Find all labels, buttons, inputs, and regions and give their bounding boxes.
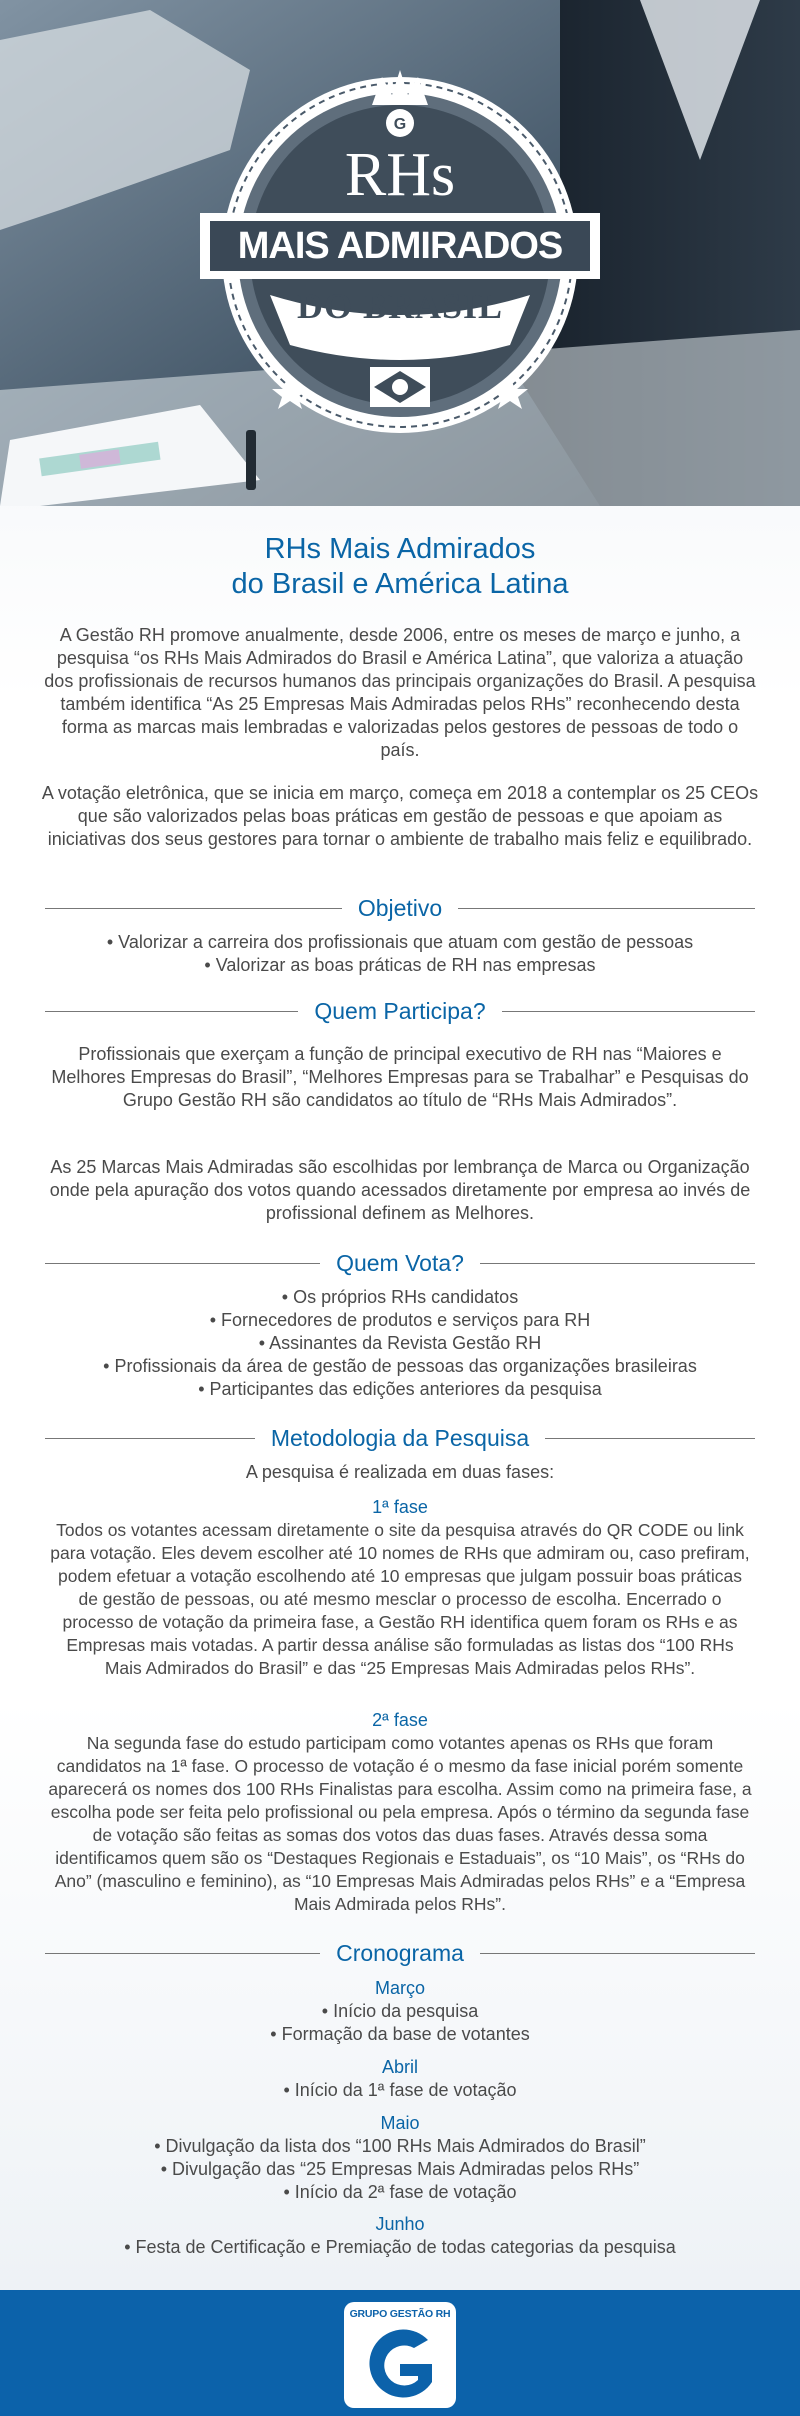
quem-vota-list [40, 1286, 760, 1401]
list-item: • Assinantes da Revista Gestão RH [258, 1333, 542, 1353]
divider-line [45, 1011, 298, 1012]
page-title-line1: RHs Mais Admirados [264, 533, 536, 565]
footer [0, 2290, 800, 2416]
month-list-junho [40, 2236, 760, 2259]
month-title-abril: Abril [381, 2057, 418, 2077]
divider-line [45, 1953, 320, 1954]
divider-line [45, 1263, 320, 1264]
quem-participa-paragraph-2: As 25 Marcas Mais Admiradas são escolhidas por lembrança de Marca ou Organização onde pela apuração dos votos quando acessados diretamente por empresa ao invés de profissional definem as Melhores. [49, 1157, 751, 1223]
list-item: • Início da pesquisa [321, 2001, 479, 2021]
logo-g-icon [344, 2302, 456, 2408]
section-heading-quem-participa [45, 996, 755, 1026]
month-title-marco: Março [374, 1978, 425, 1998]
intro-paragraph-2: A votação eletrônica, que se inicia em março, começa em 2018 a contemplar os 25 CEOs que são valorizados pelas boas práticas em gestão de pessoas e que apoiam as iniciativas dos seus gestores para tornar o ambiente de trabalho mais feliz e equilibrado. [41, 783, 759, 849]
divider-line [45, 1438, 255, 1439]
section-heading-objetivo [45, 893, 755, 923]
divider-line [480, 1263, 755, 1264]
section-title-quem-participa: Quem Participa? [314, 998, 486, 1024]
section-title-objetivo: Objetivo [357, 895, 443, 921]
divider-line [480, 1953, 755, 1954]
badge-title-rhs: RHs [344, 141, 456, 209]
list-item: • Início da 1ª fase de votação [283, 2080, 517, 2100]
section-heading-cronograma [45, 1938, 755, 1968]
metodologia-intro: A pesquisa é realizada em duas fases: [245, 1462, 555, 1482]
fase1-title: 1ª fase [372, 1497, 428, 1517]
fase1-text: Todos os votantes acessam diretamente o site da pesquisa através do QR CODE ou link para votação. Eles devem escolher até 10 nomes de RHs que admiram ou, caso prefiram, podem efetuar a votação escolhendo até 10 empresas que julgam possuir boas práticas de gestão de pessoas, ou até mesmo mesclar o processo de escolha. Encerrado o processo de votação da primeira fase, a Gestão RH identifica quem foram os RHs e as Empresas mais votadas. A partir dessa análise são formuladas as listas dos “100 RHs Mais Admirados do Brasil” e das “25 Empresas Mais Admiradas pelos RHs”. [50, 1520, 750, 1678]
divider-line [458, 908, 755, 909]
page-title [0, 532, 800, 602]
objetivo-list [40, 931, 760, 977]
fase2-text: Na segunda fase do estudo participam como votantes apenas os RHs que foram candidatos na 1ª fase. O processo de votação é o mesmo da fase inicial porém somente aparecerá os nomes dos 100 RHs Finalistas para escolha. Assim como na primeira fase, a escolha pode ser feita pelo profissional ou pela empresa. Após o término da segunda fase de votação são feitas as somas dos votos das duas fases. Através dessa soma identificamos quem são os “Destaques Regionais e Estaduais”, os “10 Mais”, os “RHs do Ano” (masculino e feminino), as “10 Empresas Mais Admiradas pelos RHs” e a “Empresa Mais Admirada pelos RHs”. [48, 1733, 752, 1914]
month-title-junho: Junho [375, 2214, 425, 2234]
list-item: • Os próprios RHs candidatos [281, 1287, 519, 1307]
badge-title-do-brasil: DO BRASIL [296, 286, 504, 326]
section-heading-quem-vota [45, 1248, 755, 1278]
month-list-marco [40, 2000, 760, 2046]
svg-text:G: G [393, 116, 407, 133]
month-list-abril [40, 2079, 760, 2102]
divider-line [45, 908, 342, 909]
fase2-title: 2ª fase [372, 1710, 428, 1730]
month-list-maio [40, 2135, 760, 2204]
section-title-metodologia: Metodologia da Pesquisa [270, 1425, 530, 1451]
divider-line [502, 1011, 755, 1012]
list-item: • Valorizar a carreira dos profissionais que atuam com gestão de pessoas [106, 932, 694, 952]
list-item: • Divulgação da lista dos “100 RHs Mais Admirados do Brasil” [154, 2136, 646, 2156]
logo-text: GRUPO GESTÃO RH [349, 2308, 451, 2320]
list-item: • Valorizar as boas práticas de RH nas empresas [204, 955, 596, 975]
page-title-line2: do Brasil e América Latina [231, 568, 569, 600]
list-item: • Fornecedores de produtos e serviços para RH [209, 1310, 591, 1330]
list-item: • Divulgação das “25 Empresas Mais Admiradas pelos RHs” [160, 2159, 640, 2179]
month-title-maio: Maio [380, 2113, 420, 2133]
list-item: • Participantes das edições anteriores da pesquisa [198, 1379, 602, 1399]
section-heading-metodologia [45, 1423, 755, 1453]
section-title-quem-vota: Quem Vota? [336, 1250, 464, 1276]
intro-paragraph-1: A Gestão RH promove anualmente, desde 2006, entre os meses de março e junho, a pesquisa “os RHs Mais Admirados do Brasil e América Latina”, que valoriza a atuação dos profissionais de recursos humanos das principais organizações do Brasil. A pesquisa também identifica “As 25 Empresas Mais Admiradas pelos RHs” reconhecendo desta forma as marcas mais lembradas e valorizadas pelos gestores de pessoas de todo o país. [44, 625, 756, 760]
divider-line [545, 1438, 755, 1439]
hero-banner [0, 0, 800, 506]
list-item: • Início da 2ª fase de votação [283, 2182, 517, 2202]
section-title-cronograma: Cronograma [336, 1940, 464, 1966]
list-item: • Formação da base de votantes [270, 2024, 530, 2044]
badge-title-mais-admirados: MAIS ADMIRADOS [237, 225, 563, 267]
content-area [0, 506, 800, 2290]
quem-participa-paragraph-1: Profissionais que exerçam a função de principal executivo de RH nas “Maiores e Melhores Empresas do Brasil”, “Melhores Empresas para se Trabalhar” e Pesquisas do Grupo Gestão RH são candidatos ao título de “RHs Mais Admirados”. [51, 1044, 749, 1110]
grupo-gestao-rh-logo[interactable] [344, 2302, 456, 2408]
list-item: • Festa de Certificação e Premiação de todas categorias da pesquisa [124, 2237, 676, 2257]
list-item: • Profissionais da área de gestão de pessoas das organizações brasileiras [103, 1356, 697, 1376]
